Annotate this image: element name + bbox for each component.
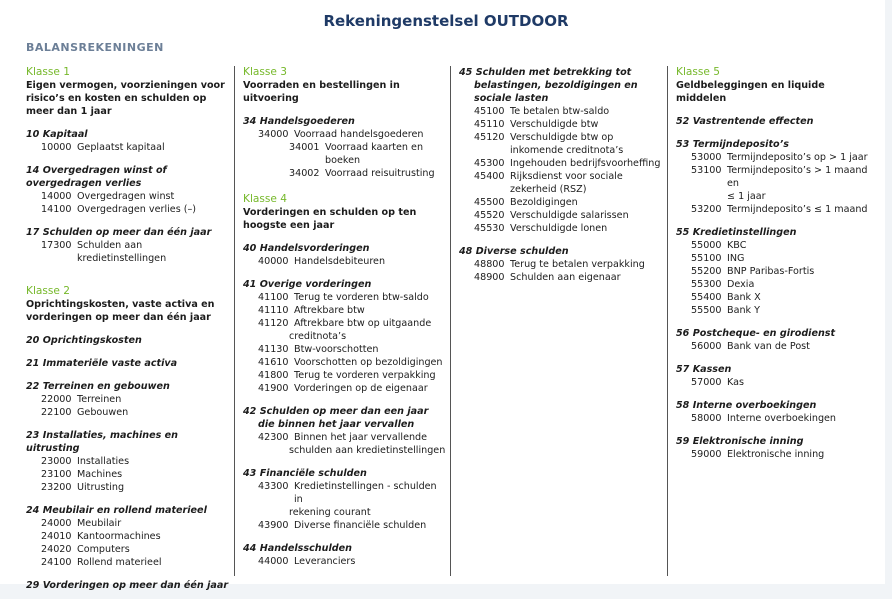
- column-divider: [450, 66, 451, 576]
- account-row: 40000 Handelsdebiteuren: [258, 256, 386, 267]
- klasse-1-label: Klasse 1: [26, 66, 71, 78]
- account-row: 55500 Bank Y: [691, 305, 761, 316]
- account-row-continuation: rekening courant: [289, 507, 371, 518]
- account-row: 41800 Terug te vorderen verpakking: [258, 370, 436, 381]
- account-row-continuation: inkomende creditnota’s: [510, 145, 624, 156]
- account-row: 53000 Termijndeposito’s op > 1 jaar: [691, 152, 868, 163]
- account-row: 24010 Kantoormachines: [41, 531, 161, 542]
- group-57: 57 Kassen: [676, 364, 732, 375]
- group-22: 22 Terreinen en gebouwen: [26, 381, 170, 392]
- group-23: 23 Installaties, machines en uitrusting: [26, 430, 178, 454]
- account-row: 53200 Termijndeposito’s ≤ 1 maand: [691, 204, 868, 215]
- group-52: 52 Vastrentende effecten: [676, 116, 814, 127]
- klasse-4-label: Klasse 4: [243, 193, 288, 205]
- page-title: Rekeningenstelsel OUTDOOR: [323, 12, 569, 30]
- account-row: 43900 Diverse financiële schulden: [258, 520, 427, 531]
- account-row: 55000 KBC: [691, 240, 747, 251]
- account-row-continuation: ≤ 1 jaar: [727, 191, 766, 202]
- group-34: 34 Handelsgoederen: [243, 116, 355, 127]
- group-29: 29 Vorderingen op meer dan één jaar: [26, 580, 229, 591]
- group-40: 40 Handelsvorderingen: [243, 243, 370, 254]
- column-2: [243, 66, 448, 568]
- klasse-5-title: Geldbeleggingen en liquide middelen: [676, 80, 825, 104]
- account-row-continuation: creditnota’s: [289, 331, 347, 342]
- group-59: 59 Elektronische inning: [676, 436, 804, 447]
- account-row: 14100 Overgedragen verlies (–): [41, 204, 197, 215]
- klasse-5-label: Klasse 5: [676, 66, 721, 78]
- account-row: 23100 Machines: [41, 469, 123, 480]
- account-row: 41100 Terug te vorderen btw-saldo: [258, 292, 429, 303]
- group-44: 44 Handelsschulden: [243, 543, 352, 554]
- account-row: 41120 Aftrekbare btw op uitgaande: [258, 318, 432, 329]
- account-row: 48900 Schulden aan eigenaar: [474, 272, 621, 283]
- group-45: 45 Schulden met betrekking tot belastingen, bezoldigingen en sociale lasten: [459, 67, 638, 104]
- account-row: 45500 Bezoldigingen: [474, 197, 578, 208]
- column-3: [459, 66, 664, 284]
- account-row: 24100 Rollend materieel: [41, 557, 162, 568]
- account-row: 41900 Vorderingen op de eigenaar: [258, 383, 428, 394]
- account-row: 44000 Leveranciers: [258, 556, 356, 567]
- account-row: 43300 Kredietinstellingen - schulden in: [258, 481, 437, 505]
- account-row: 55300 Dexia: [691, 279, 755, 290]
- column-divider: [234, 66, 235, 576]
- group-21: 21 Immateriële vaste activa: [26, 358, 178, 369]
- klasse-3-title: Voorraden en bestellingen in uitvoering: [243, 80, 400, 104]
- account-row: 17300 Schulden aan kredietinstellingen: [41, 240, 167, 264]
- account-row: 55200 BNP Paribas-Fortis: [691, 266, 815, 277]
- account-row: 34002 Voorraad reisuitrusting: [289, 168, 435, 179]
- column-1: [26, 66, 231, 592]
- account-row: 48800 Terug te betalen verpakking: [474, 259, 645, 270]
- account-row: 56000 Bank van de Post: [691, 341, 810, 352]
- account-row: 45520 Verschuldigde salarissen: [474, 210, 629, 221]
- account-row: 34000 Voorraad handelsgoederen: [258, 129, 424, 140]
- klasse-4-title: Vorderingen en schulden op ten hoogste een jaar: [243, 207, 417, 231]
- account-row: 45300 Ingehouden bedrijfsvoorheffing: [474, 158, 661, 169]
- account-row: 41610 Voorschotten op bezoldigingen: [258, 357, 443, 368]
- group-55: 55 Kredietinstellingen: [676, 227, 797, 238]
- klasse-2-title: Oprichtingskosten, vaste activa en vorderingen op meer dan één jaar: [26, 299, 215, 323]
- column-4: [676, 66, 876, 461]
- account-row: 58000 Interne overboekingen: [691, 413, 837, 424]
- account-row-continuation: zekerheid (RSZ): [510, 184, 587, 195]
- account-row: 24000 Meubilair: [41, 518, 122, 529]
- account-row: 45110 Verschuldigde btw: [474, 119, 599, 130]
- klasse-1-title: Eigen vermogen, voorzieningen voor risico’s en kosten en schulden op meer dan 1 jaar: [26, 80, 225, 117]
- group-58: 58 Interne overboekingen: [676, 400, 817, 411]
- account-row: 23000 Installaties: [41, 456, 130, 467]
- group-53: 53 Termijndeposito’s: [676, 139, 790, 150]
- account-row: 45100 Te betalen btw-saldo: [474, 106, 610, 117]
- group-41: 41 Overige vorderingen: [243, 279, 372, 290]
- group-17: 17 Schulden op meer dan één jaar: [26, 227, 212, 238]
- account-row: 24020 Computers: [41, 544, 130, 555]
- account-row: 59000 Elektronische inning: [691, 449, 825, 460]
- group-14: 14 Overgedragen winst of overgedragen verlies: [26, 165, 167, 189]
- klasse-2-label: Klasse 2: [26, 285, 71, 297]
- group-10: 10 Kapitaal: [26, 129, 88, 140]
- group-20: 20 Oprichtingskosten: [26, 335, 142, 346]
- account-row: 41130 Btw-voorschotten: [258, 344, 379, 355]
- group-56: 56 Postcheque- en girodienst: [676, 328, 836, 339]
- account-row: 57000 Kas: [691, 377, 744, 388]
- account-row: 53100 Termijndeposito’s > 1 maand en: [691, 165, 868, 189]
- account-row-continuation: schulden aan kredietinstellingen: [289, 445, 446, 456]
- account-row: 45530 Verschuldigde lonen: [474, 223, 608, 234]
- account-row: 34001 Voorraad kaarten en boeken: [289, 142, 424, 166]
- column-divider: [667, 66, 668, 576]
- account-row: 42300 Binnen het jaar vervallende: [258, 432, 428, 443]
- account-row: 45400 Rijksdienst voor sociale: [474, 171, 623, 182]
- account-row: 10000 Geplaatst kapitaal: [41, 142, 165, 153]
- account-row: 14000 Overgedragen winst: [41, 191, 175, 202]
- group-24: 24 Meubilair en rollend materieel: [26, 505, 207, 516]
- account-row: 55400 Bank X: [691, 292, 761, 303]
- account-row: 22100 Gebouwen: [41, 407, 129, 418]
- group-42: 42 Schulden op meer dan een jaar die binnen het jaar vervallen: [243, 406, 429, 430]
- group-43: 43 Financiële schulden: [243, 468, 367, 479]
- account-row: 41110 Aftrekbare btw: [258, 305, 365, 316]
- account-row: 22000 Terreinen: [41, 394, 122, 405]
- group-48: 48 Diverse schulden: [459, 246, 569, 257]
- account-row: 55100 ING: [691, 253, 745, 264]
- klasse-3-label: Klasse 3: [243, 66, 288, 78]
- account-row: 23200 Uitrusting: [41, 482, 125, 493]
- account-row: 45120 Verschuldigde btw op: [474, 132, 614, 143]
- section-heading: BALANSREKENINGEN: [26, 41, 164, 54]
